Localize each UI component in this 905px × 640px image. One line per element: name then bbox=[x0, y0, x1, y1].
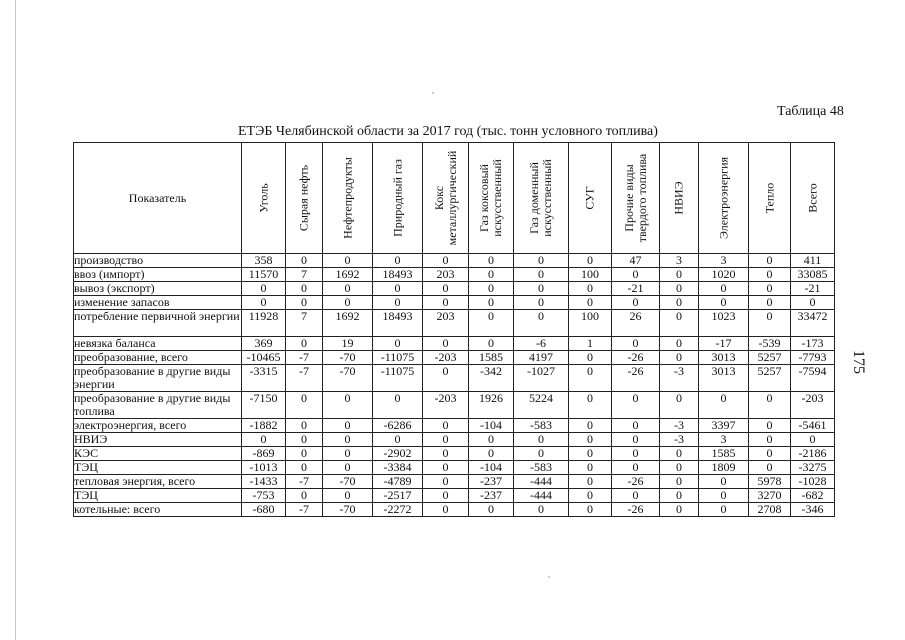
table-cell: -17 bbox=[699, 337, 749, 351]
row-label: потребление первичной энергии bbox=[74, 310, 242, 337]
table-cell: -7 bbox=[286, 475, 323, 489]
table-cell: 3397 bbox=[699, 419, 749, 433]
table-cell: 0 bbox=[569, 392, 612, 419]
table-cell: -444 bbox=[514, 489, 569, 503]
table-cell: 0 bbox=[423, 254, 469, 268]
table-cell: 0 bbox=[423, 433, 469, 447]
table-cell: 369 bbox=[242, 337, 286, 351]
table-row bbox=[74, 282, 835, 296]
table-cell: 0 bbox=[423, 475, 469, 489]
table-cell: 0 bbox=[749, 296, 791, 310]
table-cell: -173 bbox=[791, 337, 835, 351]
table-cell: 0 bbox=[323, 419, 373, 433]
table-cell: 5224 bbox=[514, 392, 569, 419]
table-cell: 0 bbox=[514, 282, 569, 296]
table-cell: 0 bbox=[423, 461, 469, 475]
table-cell: -7150 bbox=[242, 392, 286, 419]
table-cell: 0 bbox=[749, 419, 791, 433]
table-cell: 0 bbox=[514, 296, 569, 310]
table-cell: -1013 bbox=[242, 461, 286, 475]
table-cell: 0 bbox=[323, 254, 373, 268]
table-cell: -21 bbox=[612, 282, 660, 296]
table-cell: -1433 bbox=[242, 475, 286, 489]
column-header-label: Всего bbox=[805, 183, 819, 213]
column-header-label: Газ доменный искусственный bbox=[527, 159, 554, 237]
table-cell: -104 bbox=[469, 419, 514, 433]
table-cell: 3 bbox=[699, 433, 749, 447]
table-cell: 0 bbox=[699, 282, 749, 296]
column-header bbox=[323, 143, 373, 254]
table-cell: 0 bbox=[749, 268, 791, 282]
table-cell: 18493 bbox=[373, 268, 423, 282]
table-cell: -1028 bbox=[791, 475, 835, 489]
table-cell: -70 bbox=[323, 351, 373, 365]
table-cell: 0 bbox=[660, 392, 699, 419]
column-header bbox=[569, 143, 612, 254]
table-row bbox=[74, 475, 835, 489]
table-cell: 0 bbox=[660, 296, 699, 310]
column-header bbox=[242, 143, 286, 254]
table-cell: 0 bbox=[699, 475, 749, 489]
table-cell: 0 bbox=[569, 365, 612, 392]
table-cell: 0 bbox=[612, 489, 660, 503]
row-label: ввоз (импорт) bbox=[74, 268, 242, 282]
table-cell: 0 bbox=[699, 489, 749, 503]
table-cell: -7 bbox=[286, 351, 323, 365]
table-cell: 203 bbox=[423, 310, 469, 337]
table-cell: 0 bbox=[323, 296, 373, 310]
table-row bbox=[74, 268, 835, 282]
table-cell: -342 bbox=[469, 365, 514, 392]
table-cell: -2186 bbox=[791, 447, 835, 461]
table-cell: -346 bbox=[791, 503, 835, 517]
table-cell: 5978 bbox=[749, 475, 791, 489]
table-cell: 3013 bbox=[699, 351, 749, 365]
table-cell: 0 bbox=[286, 254, 323, 268]
table-cell: 0 bbox=[286, 489, 323, 503]
table-cell: 0 bbox=[242, 433, 286, 447]
table-cell: 411 bbox=[791, 254, 835, 268]
table-cell: 0 bbox=[423, 419, 469, 433]
table-row bbox=[74, 296, 835, 310]
table-row bbox=[74, 419, 835, 433]
table-cell: 0 bbox=[660, 351, 699, 365]
table-cell: 0 bbox=[612, 296, 660, 310]
table-cell: 0 bbox=[373, 282, 423, 296]
table-cell: -869 bbox=[242, 447, 286, 461]
row-label: котельные: всего bbox=[74, 503, 242, 517]
row-label: КЭС bbox=[74, 447, 242, 461]
table-cell: 0 bbox=[612, 337, 660, 351]
table-cell: 0 bbox=[569, 419, 612, 433]
table-cell: 0 bbox=[423, 282, 469, 296]
table-cell: 0 bbox=[569, 503, 612, 517]
table-row bbox=[74, 461, 835, 475]
table-cell: -7793 bbox=[791, 351, 835, 365]
table-cell: 0 bbox=[612, 433, 660, 447]
table-cell: -104 bbox=[469, 461, 514, 475]
table-cell: 0 bbox=[423, 447, 469, 461]
table-row bbox=[74, 447, 835, 461]
table-cell: 0 bbox=[514, 254, 569, 268]
table-cell: -3 bbox=[660, 433, 699, 447]
table-cell: -203 bbox=[423, 392, 469, 419]
table-cell: 0 bbox=[323, 489, 373, 503]
column-header bbox=[791, 143, 835, 254]
table-cell: 0 bbox=[660, 447, 699, 461]
table-cell: 0 bbox=[514, 503, 569, 517]
table-cell: 0 bbox=[423, 296, 469, 310]
table-cell: -7 bbox=[286, 503, 323, 517]
table-cell: 0 bbox=[749, 461, 791, 475]
table-cell: 0 bbox=[612, 268, 660, 282]
table-cell: -3275 bbox=[791, 461, 835, 475]
table-cell: 0 bbox=[514, 268, 569, 282]
table-cell: 0 bbox=[286, 282, 323, 296]
table-cell: -70 bbox=[323, 365, 373, 392]
table-cell: 7 bbox=[286, 310, 323, 337]
table-row bbox=[74, 351, 835, 365]
table-cell: -11075 bbox=[373, 351, 423, 365]
table-cell: 1926 bbox=[469, 392, 514, 419]
table-cell: 0 bbox=[569, 254, 612, 268]
table-cell: 100 bbox=[569, 310, 612, 337]
column-header-label: Природный газ bbox=[390, 159, 404, 237]
page-number: 175 bbox=[850, 350, 867, 374]
table-cell: 0 bbox=[286, 392, 323, 419]
table-cell: 1585 bbox=[699, 447, 749, 461]
row-label: преобразование, всего bbox=[74, 351, 242, 365]
table-cell: 1585 bbox=[469, 351, 514, 365]
table-cell: 0 bbox=[569, 447, 612, 461]
table-cell: 0 bbox=[791, 433, 835, 447]
table-row bbox=[74, 337, 835, 351]
table-cell: -2902 bbox=[373, 447, 423, 461]
table-cell: 0 bbox=[749, 254, 791, 268]
table-cell: -1027 bbox=[514, 365, 569, 392]
table-cell: -682 bbox=[791, 489, 835, 503]
table-cell: 0 bbox=[699, 296, 749, 310]
table-cell: 0 bbox=[660, 503, 699, 517]
column-header-label: Нефтепродукты bbox=[340, 157, 354, 239]
table-row bbox=[74, 310, 835, 337]
table-cell: -10465 bbox=[242, 351, 286, 365]
column-header bbox=[423, 143, 469, 254]
table-cell: 0 bbox=[286, 433, 323, 447]
table-cell: 0 bbox=[514, 447, 569, 461]
table-cell: 0 bbox=[514, 433, 569, 447]
table-cell: 11570 bbox=[242, 268, 286, 282]
table-cell: 0 bbox=[660, 475, 699, 489]
energy-balance-table bbox=[73, 142, 835, 517]
table-cell: 0 bbox=[323, 447, 373, 461]
table-row bbox=[74, 489, 835, 503]
table-cell: -70 bbox=[323, 503, 373, 517]
table-cell: 0 bbox=[469, 310, 514, 337]
table-cell: 0 bbox=[660, 268, 699, 282]
table-cell: -3384 bbox=[373, 461, 423, 475]
table-cell: 0 bbox=[749, 433, 791, 447]
table-cell: -753 bbox=[242, 489, 286, 503]
table-cell: 5257 bbox=[749, 351, 791, 365]
column-header bbox=[469, 143, 514, 254]
table-cell: 0 bbox=[749, 392, 791, 419]
table-cell: -3 bbox=[660, 365, 699, 392]
table-cell: 0 bbox=[569, 461, 612, 475]
page-edge-line bbox=[15, 0, 16, 640]
table-cell: -26 bbox=[612, 475, 660, 489]
table-cell: 0 bbox=[791, 296, 835, 310]
row-label: тепловая энергия, всего bbox=[74, 475, 242, 489]
table-cell: 1020 bbox=[699, 268, 749, 282]
table-cell: 11928 bbox=[242, 310, 286, 337]
table-cell: -6286 bbox=[373, 419, 423, 433]
table-cell: -7 bbox=[286, 365, 323, 392]
table-cell: 0 bbox=[469, 337, 514, 351]
table-cell: 0 bbox=[749, 447, 791, 461]
table-cell: 0 bbox=[286, 461, 323, 475]
row-label: преобразование в другие виды энергии bbox=[74, 365, 242, 392]
scan-speck bbox=[548, 576, 550, 578]
table-row bbox=[74, 365, 835, 392]
table-cell: -11075 bbox=[373, 365, 423, 392]
table-cell: -583 bbox=[514, 419, 569, 433]
table-cell: 0 bbox=[469, 447, 514, 461]
table-cell: 0 bbox=[660, 282, 699, 296]
table-cell: -539 bbox=[749, 337, 791, 351]
column-header bbox=[514, 143, 569, 254]
table-cell: 0 bbox=[323, 433, 373, 447]
table-cell: 0 bbox=[323, 392, 373, 419]
table-cell: 0 bbox=[286, 419, 323, 433]
column-header bbox=[286, 143, 323, 254]
table-cell: -26 bbox=[612, 351, 660, 365]
column-header bbox=[373, 143, 423, 254]
table-cell: 1692 bbox=[323, 268, 373, 282]
table-cell: -6 bbox=[514, 337, 569, 351]
row-label: производство bbox=[74, 254, 242, 268]
column-header-label: Уголь bbox=[256, 183, 270, 213]
table-cell: 0 bbox=[749, 310, 791, 337]
table-cell: 3270 bbox=[749, 489, 791, 503]
table-cell: 0 bbox=[612, 461, 660, 475]
table-cell: 0 bbox=[423, 337, 469, 351]
table-cell: 0 bbox=[569, 433, 612, 447]
table-cell: 0 bbox=[569, 489, 612, 503]
table-cell: 0 bbox=[612, 392, 660, 419]
table-cell: 3 bbox=[660, 254, 699, 268]
table-cell: 0 bbox=[569, 296, 612, 310]
table-cell: 26 bbox=[612, 310, 660, 337]
table-cell: 0 bbox=[660, 337, 699, 351]
table-cell: 358 bbox=[242, 254, 286, 268]
table-cell: 100 bbox=[569, 268, 612, 282]
table-cell: -26 bbox=[612, 365, 660, 392]
table-cell: -3 bbox=[660, 419, 699, 433]
row-label: НВИЭ bbox=[74, 433, 242, 447]
table-cell: 1023 bbox=[699, 310, 749, 337]
table-cell: 0 bbox=[373, 254, 423, 268]
table-cell: 0 bbox=[373, 296, 423, 310]
column-header bbox=[660, 143, 699, 254]
table-cell: -680 bbox=[242, 503, 286, 517]
table-cell: 18493 bbox=[373, 310, 423, 337]
table-cell: -203 bbox=[423, 351, 469, 365]
table-cell: 0 bbox=[660, 489, 699, 503]
table-cell: 203 bbox=[423, 268, 469, 282]
column-header bbox=[699, 143, 749, 254]
table-cell: 7 bbox=[286, 268, 323, 282]
table-cell: 0 bbox=[469, 503, 514, 517]
table-cell: 2708 bbox=[749, 503, 791, 517]
table-cell: 0 bbox=[286, 447, 323, 461]
row-label: невязка баланса bbox=[74, 337, 242, 351]
header-row bbox=[74, 143, 835, 254]
table-cell: 4197 bbox=[514, 351, 569, 365]
table-cell: 0 bbox=[469, 268, 514, 282]
column-header bbox=[612, 143, 660, 254]
table-cell: 0 bbox=[373, 433, 423, 447]
table-cell: 1 bbox=[569, 337, 612, 351]
table-cell: 0 bbox=[286, 296, 323, 310]
scan-speck bbox=[432, 92, 434, 94]
table-cell: 5257 bbox=[749, 365, 791, 392]
table-cell: 0 bbox=[323, 282, 373, 296]
table-cell: -21 bbox=[791, 282, 835, 296]
row-label: ТЭЦ bbox=[74, 461, 242, 475]
table-row bbox=[74, 503, 835, 517]
table-cell: 0 bbox=[373, 337, 423, 351]
table-cell: 0 bbox=[660, 310, 699, 337]
table-cell: 0 bbox=[423, 489, 469, 503]
table-cell: 0 bbox=[469, 296, 514, 310]
table-cell: -7594 bbox=[791, 365, 835, 392]
table-cell: 0 bbox=[612, 447, 660, 461]
table-cell: -2517 bbox=[373, 489, 423, 503]
table-cell: 3013 bbox=[699, 365, 749, 392]
table-cell: 1809 bbox=[699, 461, 749, 475]
column-header-label: Прочие виды твердого топлива bbox=[621, 153, 649, 243]
table-cell: 0 bbox=[469, 282, 514, 296]
table-row bbox=[74, 433, 835, 447]
table-cell: 0 bbox=[469, 433, 514, 447]
table-cell: 0 bbox=[469, 254, 514, 268]
table-cell: -237 bbox=[469, 475, 514, 489]
row-label: изменение запасов bbox=[74, 296, 242, 310]
table-cell: 0 bbox=[699, 503, 749, 517]
table-cell: -26 bbox=[612, 503, 660, 517]
row-label: вывоз (экспорт) bbox=[74, 282, 242, 296]
table-cell: 3 bbox=[699, 254, 749, 268]
column-header-label: Газ коксовый искусственный bbox=[477, 159, 504, 237]
table-body bbox=[74, 254, 835, 517]
column-header-label: НВИЭ bbox=[671, 181, 686, 215]
column-header-label: Кокс металлургический bbox=[431, 150, 459, 246]
column-header-label: Тепло bbox=[762, 182, 776, 214]
table-cell: 0 bbox=[569, 282, 612, 296]
table-cell: 0 bbox=[423, 503, 469, 517]
table-cell: 0 bbox=[514, 310, 569, 337]
table-cell: -70 bbox=[323, 475, 373, 489]
table-row bbox=[74, 254, 835, 268]
table-cell: 0 bbox=[242, 282, 286, 296]
table-cell: 0 bbox=[423, 365, 469, 392]
table-number: Таблица 48 bbox=[777, 104, 844, 119]
row-label: электроэнергия, всего bbox=[74, 419, 242, 433]
table-cell: 0 bbox=[612, 419, 660, 433]
table-cell: -583 bbox=[514, 461, 569, 475]
table-cell: -5461 bbox=[791, 419, 835, 433]
column-header-indicator: Показатель bbox=[74, 143, 242, 254]
table-cell: 0 bbox=[569, 351, 612, 365]
column-header-label: Сырая нефть bbox=[296, 164, 311, 232]
table-cell: 47 bbox=[612, 254, 660, 268]
column-header-label: СУГ bbox=[582, 186, 597, 210]
table-cell: 0 bbox=[286, 337, 323, 351]
row-label: преобразование в другие виды топлива bbox=[74, 392, 242, 419]
table-cell: 0 bbox=[699, 392, 749, 419]
table-row bbox=[74, 392, 835, 419]
table-cell: 0 bbox=[569, 475, 612, 489]
column-header bbox=[749, 143, 791, 254]
table-title: ЕТЭБ Челябинской области за 2017 год (тыс. тонн условного топлива) bbox=[238, 124, 658, 139]
column-header-label: Электроэнергия bbox=[716, 156, 730, 240]
table-cell: 0 bbox=[242, 296, 286, 310]
table-cell: 19 bbox=[323, 337, 373, 351]
table-cell: 1692 bbox=[323, 310, 373, 337]
table-cell: 33085 bbox=[791, 268, 835, 282]
table-cell: 0 bbox=[323, 461, 373, 475]
table-cell: -4789 bbox=[373, 475, 423, 489]
table-cell: 0 bbox=[749, 282, 791, 296]
table-cell: -3315 bbox=[242, 365, 286, 392]
table-cell: -444 bbox=[514, 475, 569, 489]
table-cell: 33472 bbox=[791, 310, 835, 337]
table-cell: -237 bbox=[469, 489, 514, 503]
row-label: ТЭЦ bbox=[74, 489, 242, 503]
table-cell: -2272 bbox=[373, 503, 423, 517]
table-cell: -203 bbox=[791, 392, 835, 419]
table-cell: 0 bbox=[373, 392, 423, 419]
table-cell: 0 bbox=[660, 461, 699, 475]
table-cell: -1882 bbox=[242, 419, 286, 433]
